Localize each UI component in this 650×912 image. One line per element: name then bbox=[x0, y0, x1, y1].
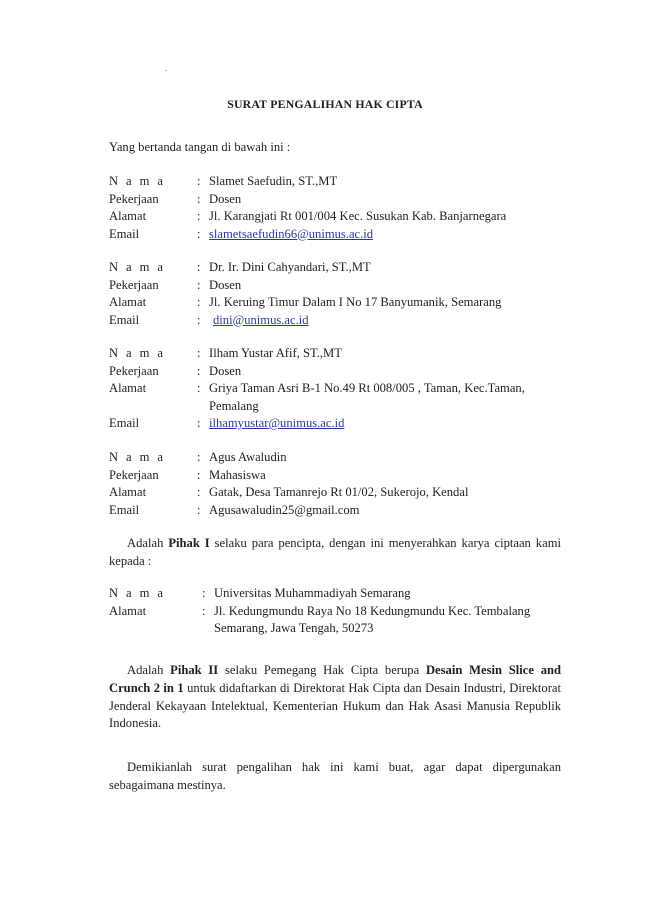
person-4-alamat: Gatak, Desa Tamanrejo Rt 01/02, Sukerojo, Kendal bbox=[209, 485, 469, 499]
alamat-label: Alamat bbox=[109, 603, 147, 618]
nama-label: N a m a bbox=[109, 260, 166, 274]
pihak-1-paragraph bbox=[109, 535, 561, 571]
colon: : bbox=[197, 485, 201, 499]
alamat-label: Alamat bbox=[109, 295, 147, 309]
pekerjaan-label: Pekerjaan bbox=[109, 467, 159, 482]
colon: : bbox=[197, 226, 201, 241]
email-label: Email bbox=[109, 312, 140, 327]
person-2-nama: Dr. Ir. Dini Cahyandari, ST.,MT bbox=[209, 260, 371, 274]
pihak-2-bold: Pihak II bbox=[170, 663, 219, 677]
person-4-pekerjaan-row bbox=[109, 467, 569, 485]
person-1-email-link[interactable]: slametsaefudin66@unimus.ac.id bbox=[209, 226, 374, 241]
recipient-alamat-row bbox=[109, 603, 569, 638]
person-3-alamat bbox=[209, 380, 569, 415]
person-1-alamat-row bbox=[109, 208, 569, 226]
person-block-2 bbox=[109, 259, 569, 329]
person-1-alamat: Jl. Karangjati Rt 001/004 Kec. Susukan Kab. Banjarnegara bbox=[209, 209, 507, 223]
letter-title: SURAT PENGALIHAN HAK CIPTA bbox=[227, 97, 423, 111]
person-2-alamat: Jl. Keruing Timur Dalam I No 17 Banyumanik, Semarang bbox=[209, 295, 502, 309]
colon: : bbox=[197, 381, 201, 395]
person-4-pekerjaan: Mahasiswa bbox=[209, 467, 266, 482]
person-1-pekerjaan-row bbox=[109, 191, 569, 209]
email-label: Email bbox=[109, 502, 140, 517]
person-2-email-link[interactable]: dini@unimus.ac.id bbox=[213, 312, 309, 327]
colon: : bbox=[202, 586, 206, 600]
pihak-2-mid: selaku Pemegang Hak Cipta berupa bbox=[218, 663, 426, 677]
pekerjaan-label: Pekerjaan bbox=[109, 277, 159, 292]
nama-label: N a m a bbox=[109, 586, 166, 600]
nama-label: N a m a bbox=[109, 450, 166, 464]
recipient-alamat bbox=[214, 603, 569, 638]
nama-label: N a m a bbox=[109, 346, 166, 360]
person-3-alamat-line1: Griya Taman Asri B-1 No.49 Rt 008/005 , Taman, Kec.Taman, bbox=[209, 381, 525, 395]
person-1-nama-row bbox=[109, 173, 569, 191]
pihak-1-pre: Adalah bbox=[127, 536, 169, 550]
person-1-nama: Slamet Saefudin, ST.,MT bbox=[209, 174, 338, 188]
colon: : bbox=[197, 260, 201, 274]
colon: : bbox=[197, 191, 201, 206]
recipient-alamat-line2: Semarang, Jawa Tengah, 50273 bbox=[214, 621, 374, 635]
person-2-email-row bbox=[109, 312, 569, 330]
person-block-1 bbox=[109, 173, 569, 243]
colon: : bbox=[197, 346, 201, 360]
recipient-alamat-line1: Jl. Kedungmundu Raya No 18 Kedungmundu Kec. Tembalang bbox=[214, 603, 531, 618]
person-3-alamat-line2: Pemalang bbox=[209, 398, 259, 413]
person-3-pekerjaan: Dosen bbox=[209, 363, 242, 378]
scan-speck bbox=[165, 70, 167, 71]
recipient-nama-row bbox=[109, 585, 569, 603]
colon: : bbox=[197, 295, 201, 309]
pihak-2-post: untuk didaftarkan di Direktorat Hak Cipta dan Desain Industri, Direktorat Jenderal Kekayaan Intelektual, Kementerian Hukum dan Hak Asasi Manusia Republik Indonesia. bbox=[109, 680, 561, 731]
colon: : bbox=[197, 277, 201, 292]
person-4-email-row bbox=[109, 502, 569, 520]
person-2-pekerjaan-row bbox=[109, 277, 569, 295]
person-2-alamat-row bbox=[109, 294, 569, 312]
person-3-email-link[interactable]: ilhamyustar@unimus.ac.id bbox=[209, 416, 345, 430]
colon: : bbox=[202, 603, 206, 618]
colon: : bbox=[197, 209, 201, 223]
email-label: Email bbox=[109, 226, 140, 241]
colon: : bbox=[197, 467, 201, 482]
closing-text: Demikianlah surat pengalihan hak ini kami buat, agar dapat dipergunakan sebagaimana mestinya. bbox=[109, 760, 561, 792]
colon: : bbox=[197, 416, 201, 430]
pihak-1-bold: Pihak I bbox=[168, 536, 210, 550]
person-3-nama: Ilham Yustar Afif, ST.,MT bbox=[209, 346, 342, 360]
pekerjaan-label: Pekerjaan bbox=[109, 191, 159, 206]
person-3-nama-row bbox=[109, 345, 569, 363]
person-3-pekerjaan-row bbox=[109, 363, 569, 381]
intro-text: Yang bertanda tangan di bawah ini : bbox=[109, 140, 291, 154]
colon: : bbox=[197, 502, 201, 517]
recipient-block bbox=[109, 585, 569, 638]
recipient-nama: Universitas Muhammadiyah Semarang bbox=[214, 586, 411, 600]
colon: : bbox=[197, 312, 201, 327]
person-2-pekerjaan: Dosen bbox=[209, 277, 242, 292]
person-2-nama-row bbox=[109, 259, 569, 277]
person-4-alamat-row bbox=[109, 484, 569, 502]
alamat-label: Alamat bbox=[109, 381, 147, 395]
person-3-email-row bbox=[109, 415, 569, 433]
pihak-2-paragraph bbox=[109, 662, 561, 733]
person-4-nama-row bbox=[109, 449, 569, 467]
alamat-label: Alamat bbox=[109, 485, 147, 499]
pihak-1-post: selaku para pencipta, dengan ini menyerahkan karya ciptaan kami kepada : bbox=[109, 536, 561, 568]
nama-label: N a m a bbox=[109, 174, 166, 188]
design-name-bold: Desain Mesin Slice and Crunch 2 in 1 bbox=[109, 663, 561, 695]
alamat-label: Alamat bbox=[109, 209, 147, 223]
person-4-nama: Agus Awaludin bbox=[209, 450, 287, 464]
person-1-email-row bbox=[109, 226, 569, 244]
pekerjaan-label: Pekerjaan bbox=[109, 363, 159, 378]
closing-paragraph bbox=[109, 759, 561, 795]
person-1-pekerjaan: Dosen bbox=[209, 191, 242, 206]
colon: : bbox=[197, 363, 201, 378]
person-block-4 bbox=[109, 449, 569, 519]
colon: : bbox=[197, 174, 201, 188]
person-4-email: Agusawaludin25@gmail.com bbox=[209, 502, 360, 517]
colon: : bbox=[197, 450, 201, 464]
email-label: Email bbox=[109, 416, 140, 430]
pihak-2-pre: Adalah bbox=[127, 663, 171, 677]
person-block-3 bbox=[109, 345, 569, 433]
person-3-alamat-row bbox=[109, 380, 569, 415]
